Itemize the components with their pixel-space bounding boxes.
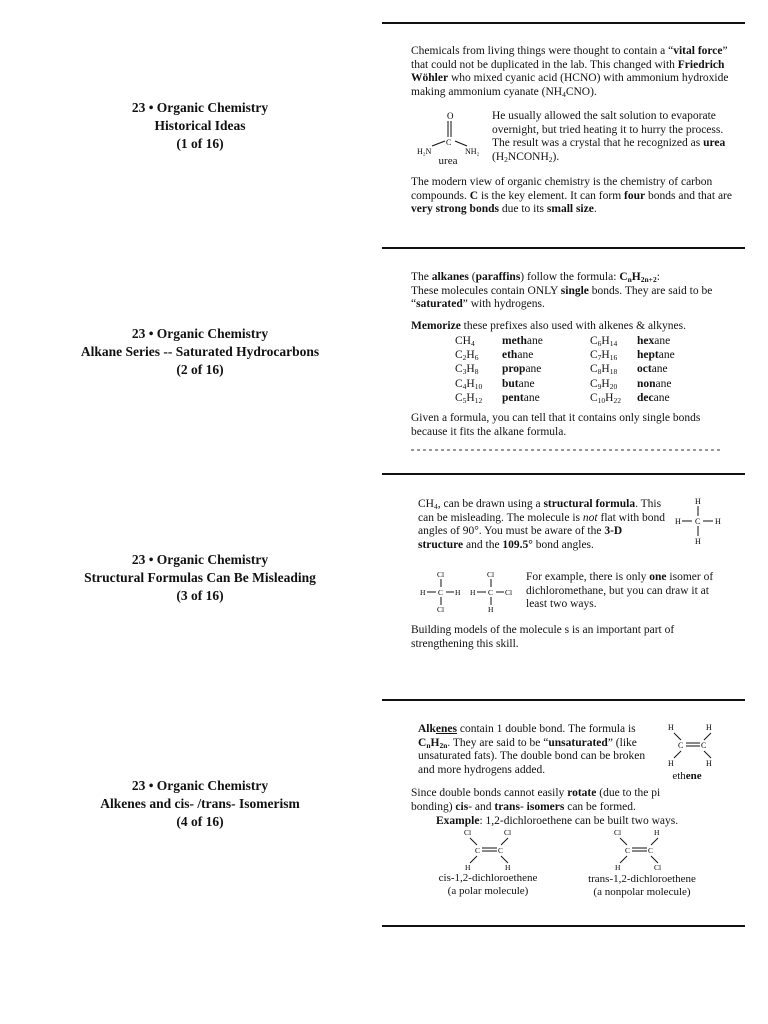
svg-text:Cl: Cl [437,570,445,579]
paragraph: He usually allowed the salt solution to evaporate overnight, but tried heating it to hurry the process. The result was a crystal that he recognized as urea $(H_2NCONH_2)$. [492,110,726,164]
svg-text:C: C [625,846,631,855]
paragraph: Example: 1,2-dichloroethene can be built two ways. [436,815,679,827]
methane-structure-diagram [672,494,728,546]
cis-note: (a polar molecule) [447,885,529,897]
alkane-formula: $C_3H_8$ [455,363,479,377]
alkane-formula: $C_5H_{12}$ [455,391,483,405]
paragraph: Building models of the molecule s is an important part of strengthening this skill. [411,624,675,650]
svg-text:H: H [695,537,701,546]
svg-text:H: H [420,588,426,597]
svg-text:H: H [615,863,621,872]
atom-label: NH₂ [465,147,480,156]
paragraph: Since double bonds cannot easily rotate (due to the pi bonding) cis- and trans- isomers can be formed. [411,787,661,813]
alkane-formula: $C_9H_{20}$ [590,377,618,391]
slide-title [40,325,360,379]
svg-text:H: H [470,588,476,597]
svg-text:Cl: Cl [505,588,513,597]
svg-text:H: H [706,759,712,768]
alkane-formula: $C_{10}H_{22}$ [590,391,621,405]
divider-rule [382,247,745,249]
alkane-formula: $CH_4$ [455,335,475,348]
svg-text:C: C [648,846,654,855]
svg-text:H: H [668,759,674,768]
slide-heading: 23 • Organic Chemistry [131,552,269,567]
paragraph: $CH_4$, can be drawn using a structural formula. This can be misleading. The molecule is not flat with bond angles of 90°. You must be aware of the 3-D structure and the 109.5° bond angles. [418,498,666,551]
slide-heading: 23 • Organic Chemistry [131,778,269,793]
paragraph: Chemicals from living things were thought to contain a “vital force” that could not be duplicated in the lab. This changed with Friedrich Wöhler who mixed cyanic acid (HCNO) with ammonium hydroxide making ammonium cyanate $(NH_4CNO)$. [411,45,729,99]
alkane-name: nonane [637,377,672,390]
svg-text:Cl: Cl [464,828,472,837]
paragraph-clip [411,412,737,444]
divider-rule [382,925,745,927]
alkane-row [455,391,695,405]
slide-topic: Structural Formulas Can Be Misleading [84,570,316,585]
cropped-text-strip [411,449,721,451]
slide-title [40,551,360,605]
slide-heading: 23 • Organic Chemistry [131,326,269,341]
alkane-formula: $C_8H_{18}$ [590,363,618,377]
svg-text:C: C [678,741,684,750]
divider-rule [382,699,745,701]
cis-caption [418,872,558,898]
svg-text:H: H [675,517,681,526]
alkane-formula: $C_7H_{16}$ [590,349,618,363]
svg-text:Cl: Cl [504,828,512,837]
trans-dichloroethene-diagram [610,826,670,872]
alkane-name: ethane [502,349,534,362]
paragraph: Given a formula, you can tell that it contains only single bonds because it fits the alkane formula. [411,412,701,438]
trans-caption [570,873,714,899]
slide-counter: (3 of 16) [176,588,224,603]
divider-rule [382,473,745,475]
slide-title [40,99,360,153]
atom-label: O [447,111,454,121]
svg-text:H: H [668,723,674,732]
paragraph: Alkenes contain 1 double bond. The formula is $C_nH_{2n}$. They are said to be “unsaturated” (like unsaturated fats). The double bond can be broken and more hydrogens added. [418,723,646,776]
alkane-name: methane [502,335,543,347]
trans-name: trans-1,2-dichloroethene [588,873,696,885]
atom-label: H₂N [417,147,432,156]
paragraph: Memorize these prefixes also used with alkenes & alkynes. [411,320,686,332]
svg-text:H: H [715,517,721,526]
svg-text:H: H [695,497,701,506]
svg-text:Cl: Cl [437,605,445,614]
trans-note: (a nonpolar molecule) [593,886,691,898]
alkane-name: octane [637,363,668,376]
slide-counter: (4 of 16) [176,814,224,829]
svg-text:H: H [455,588,461,597]
alkane-name: pentane [502,391,540,404]
svg-text:H: H [465,863,471,872]
svg-text:C: C [695,517,701,526]
alkane-formula: $C_6H_{14}$ [590,335,618,348]
slide-topic: Alkane Series -- Saturated Hydrocarbons [80,344,320,359]
svg-text:H: H [505,863,511,872]
alkane-row [455,377,695,391]
dichloromethane-structure-a [418,568,468,614]
alkane-name: heptane [637,349,675,362]
dichloromethane-structure-b [468,568,524,614]
slide-topic: Historical Ideas [154,118,246,133]
alkane-row [455,362,695,376]
paragraph: For example, there is only one isomer of dichloromethane, but you can draw it at least two ways. [526,571,714,610]
urea-caption: urea [438,155,458,167]
divider-rule [382,22,745,24]
alkane-name: butane [502,377,535,390]
slide-counter: (2 of 16) [176,362,224,377]
alkane-row [455,348,695,362]
svg-text:C: C [475,846,481,855]
alkane-formula: $C_2H_6$ [455,349,479,363]
svg-text:Cl: Cl [487,570,495,579]
alkane-name: decane [637,391,670,404]
alkane-row [455,334,695,348]
slide-title [40,777,360,831]
ethene-structure-diagram [664,720,724,768]
atom-label: C [446,138,452,147]
slide-counter: (1 of 16) [176,136,224,151]
cis-dichloroethene-diagram [460,826,520,872]
alkane-name: propane [502,363,542,376]
svg-text:Cl: Cl [614,828,622,837]
slide-heading: 23 • Organic Chemistry [131,100,269,115]
svg-text:H: H [706,723,712,732]
svg-text:C: C [438,588,444,597]
svg-text:C: C [701,741,707,750]
svg-text:H: H [654,828,660,837]
svg-text:H: H [488,605,494,614]
cis-name: cis-1,2-dichloroethene [438,872,538,884]
alkane-prefix-table [455,334,695,406]
ethene-caption: ethene [672,770,702,782]
svg-text:C: C [488,588,494,597]
alkane-formula: $C_4H_{10}$ [455,377,483,391]
svg-text:C: C [498,846,504,855]
alkane-name: hexane [637,335,671,347]
paragraph: The modern view of organic chemistry is the chemistry of carbon compounds. C is the key element. It can form four bonds and that are very strong bonds due to its small size. [411,176,732,215]
paragraph: The alkanes (paraffins) follow the formula: $C_nH_{2n+2}$: These molecules contain ONLY single bonds. They are said to be “saturated” with hydrogens. [411,271,713,310]
urea-structure-diagram [414,110,490,156]
slide-topic: Alkenes and cis- /trans- Isomerism [100,796,300,811]
svg-text:Cl: Cl [654,863,662,872]
